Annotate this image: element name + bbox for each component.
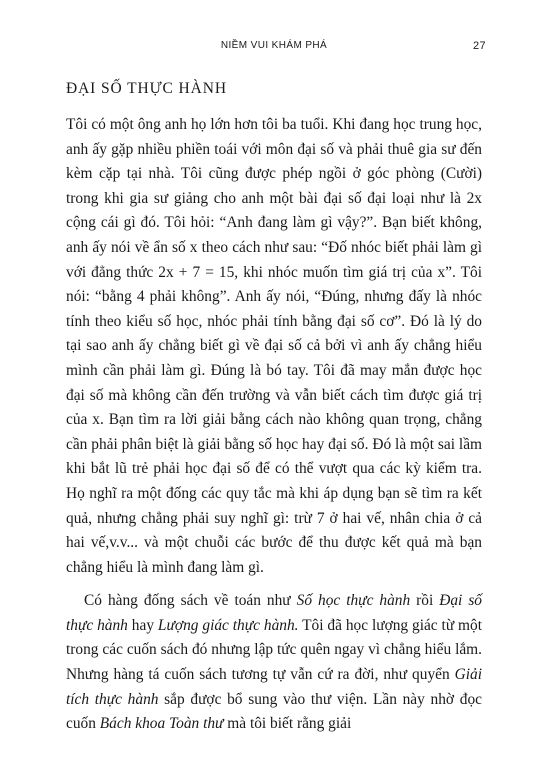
book-title-italic: Số học thực hành [296, 592, 411, 610]
paragraph-2 [66, 589, 482, 737]
text-run: rồi [410, 592, 440, 610]
book-title-italic: Lượng giác thực hành. [157, 616, 299, 634]
book-title-italic: Giải tích thực hành [66, 666, 482, 708]
page-number: 27 [472, 40, 486, 52]
running-title: NIỀM VUI KHÁM PHÁ [220, 40, 328, 51]
paragraph-1: Tôi có một ông anh họ lớn hơn tôi ba tuổi. Khi đang học trung học, anh ấy gặp nhiều phiền toái với môn đại số và phải thuê gia sư đến kèm cặp tại nhà. Tôi cũng được phép ngồi ở góc phòng (Cười) trong khi gia sư giảng cho anh một bài đại số đại loại như là 2x cộng cái gì đó. Tôi hỏi: “Anh đang làm gì vậy?”. Bạn biết không, anh ấy nói về ẩn số x theo cách như sau: “Đố nhóc biết phải làm gì với đẳng thức 2x + 7 = 15, khi nhóc muốn tìm giá trị của x”. Tôi nói: “bằng 4 phải không”. Anh ấy nói, “Đúng, nhưng đấy là nhóc tính theo kiểu số học, nhóc phải tính bằng đại số cơ”. Đó là lý do tại sao anh ấy chẳng biết gì về đại số cả bởi vì anh ấy chẳng hiểu mình cần phải làm gì. Đúng là bó tay. Tôi đã may mắn được học đại số mà không cần đến trường và vẫn biết cách tìm được giá trị của x. Bạn tìm ra lời giải bằng cách nào không quan trọng, chẳng cần phải phân biệt là giải bằng số học hay đại số. Đó là một sai lầm khi bắt lũ trẻ phải học đại số để có thể vượt qua các kỳ kiểm tra. Họ nghĩ ra một đống các quy tắc mà khi áp dụng bạn sẽ tìm ra kết quả, nhưng chẳng phải suy nghĩ gì: trừ 7 ở hai vế, nhân chia ở cả hai vế,v.v... và một chuỗi các bước để thu được kết quả mà bạn chẳng hiểu là mình đang làm gì. [66, 116, 482, 576]
text-run: sắp được bổ sung vào thư viện. Lần này nhờ đọc cuốn [66, 690, 482, 733]
text-run: Có hàng đống sách về toán như [84, 592, 297, 610]
text-run: hay [127, 616, 158, 634]
running-header [0, 40, 548, 54]
section-title: ĐẠI SỐ THỰC HÀNH [66, 80, 227, 97]
body-text [66, 113, 482, 737]
text-run: mà tôi biết rằng giải [223, 715, 352, 733]
book-title-italic: Bách khoa Toàn thư [99, 715, 224, 733]
book-title-italic: Đại số thực hành [66, 592, 483, 634]
text-run: Tôi đã học lượng giác từ một trong các cuốn sách đó nhưng lập tức quên ngay vì chẳng hiểu lắm. Nhưng hàng tá cuốn sách tương tự vẫn cứ ra đời, như quyển [66, 616, 483, 684]
